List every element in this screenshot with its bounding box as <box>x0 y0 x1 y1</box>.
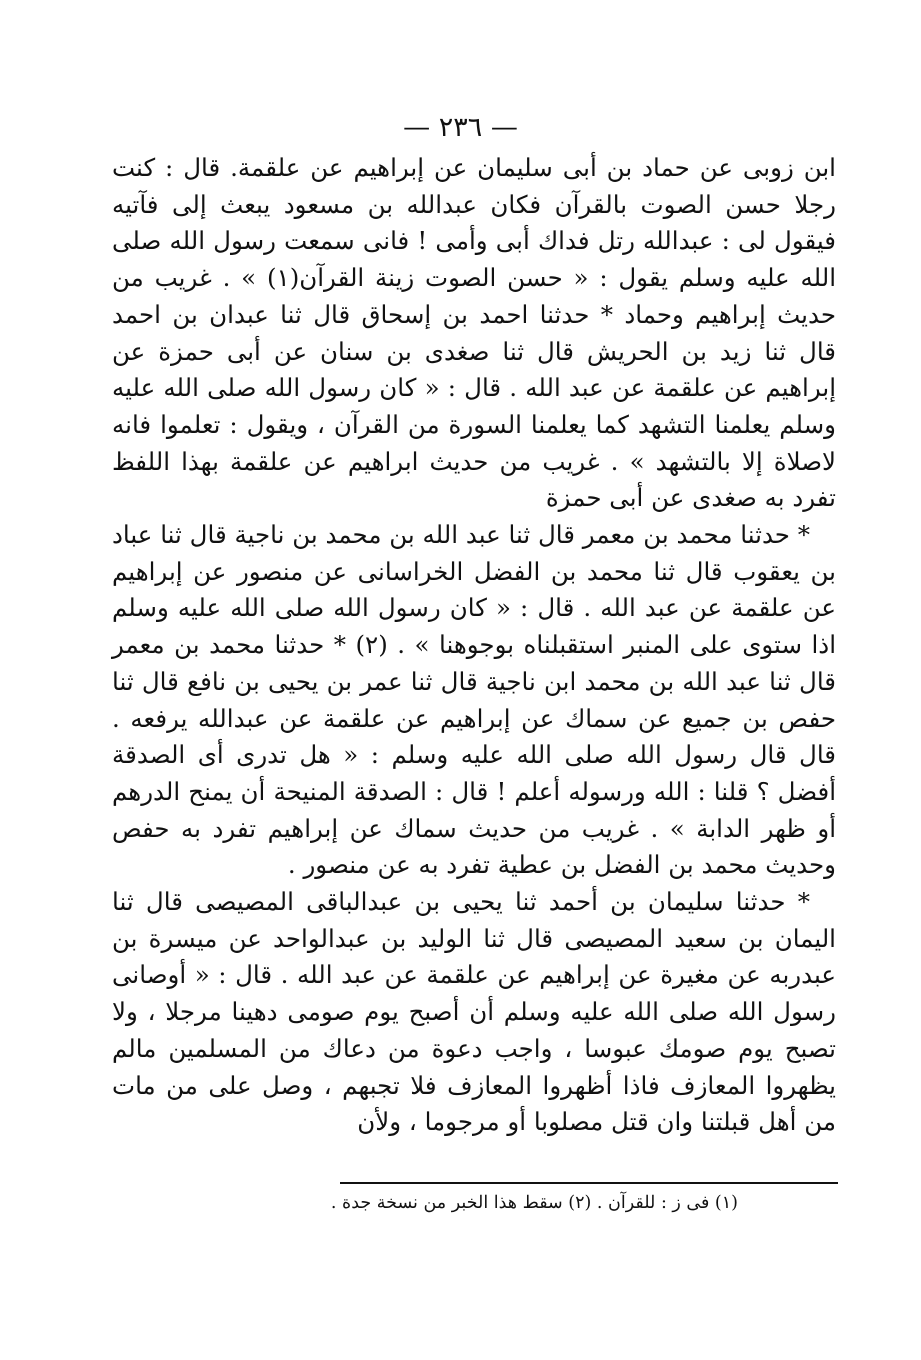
footnote-text: (١) فى ز : للقرآن . (٢) سقط هذا الخبر من نسخة جدة . <box>330 1193 738 1213</box>
paragraph-1: ابن زوبى عن حماد بن أبى سليمان عن إبراهيم عن علقمة. قال : كنت رجلا حسن الصوت بالقرآن فكان عبدالله بن مسعود يبعث إلى فآتيه فيقول لى : عبدالله رتل فداك أبى وأمى ! فانى سمعت رسول الله صلى الله عليه وسلم يقول : « حسن الصوت زينة القرآن(١) » . غريب من حديث إبراهيم وحماد * حدثنا احمد بن إسحاق قال ثنا عبدان بن احمد قال ثنا زيد بن الحريش قال ثنا صغدى بن سنان عن أبى حمزة عن إبراهيم عن علقمة عن عبد الله . قال : « كان رسول الله صلى الله عليه وسلم يعلمنا التشهد كما يعلمنا السورة من القرآن ، ويقول : تعلموا فانه لاصلاة إلا بالتشهد » . غريب من حديث ابراهيم عن علقمة بهذا اللفظ تفرد به صغدى عن أبى حمزة <box>112 153 836 513</box>
paragraph-2: * حدثنا محمد بن معمر قال ثنا عبد الله بن محمد بن ناجية قال ثنا عباد بن يعقوب قال ثنا محمد بن الفضل الخراسانى عن منصور عن إبراهيم عن علقمة عن عبد الله . قال : « كان رسول الله صلى الله عليه وسلم اذا ستوى على المنبر استقبلناه بوجوهنا » . (٢) * حدثنا محمد بن معمر قال ثنا عبد الله بن محمد ابن ناجية قال ثنا عمر بن يحيى بن نافع قال ثنا حفص بن جميع عن سماك عن إبراهيم عن علقمة عن عبدالله يرفعه . قال قال رسول الله صلى الله عليه وسلم : « هل تدرى أى الصدقة أفضل ؟ قلنا : الله ورسوله أعلم ! قال : الصدقة المنيحة أن يمنح الدرهم أو ظهر الدابة » . غريب من حديث سماك عن إبراهيم تفرد به حفص وحديث محمد بن الفضل بن عطية تفرد به عن منصور . <box>112 520 836 880</box>
main-text <box>112 150 836 1141</box>
footnote-divider <box>340 1182 838 1184</box>
paragraph-3: * حدثنا سليمان بن أحمد ثنا يحيى بن عبدالباقى المصيصى قال ثنا اليمان بن سعيد المصيصى قال ثنا الوليد بن عبدالواحد عن ميسرة بن عبدربه عن مغيرة عن إبراهيم عن علقمة عن عبد الله . قال : « أوصانى رسول الله صلى الله عليه وسلم أن أصبح يوم صومى دهينا مرجلا ، ولا تصبح يوم صومك عبوسا ، واجب دعوة من دعاك من المسلمين مالم يظهروا المعازف فاذا أظهروا المعازف فلا تجبهم ، وصل على من مات من أهل قبلتنا وان قتل مصلوبا أو مرجوما ، ولأن <box>112 887 836 1137</box>
page-number: — ٢٣٦ — <box>403 112 518 143</box>
footnotes <box>0 1182 921 1222</box>
